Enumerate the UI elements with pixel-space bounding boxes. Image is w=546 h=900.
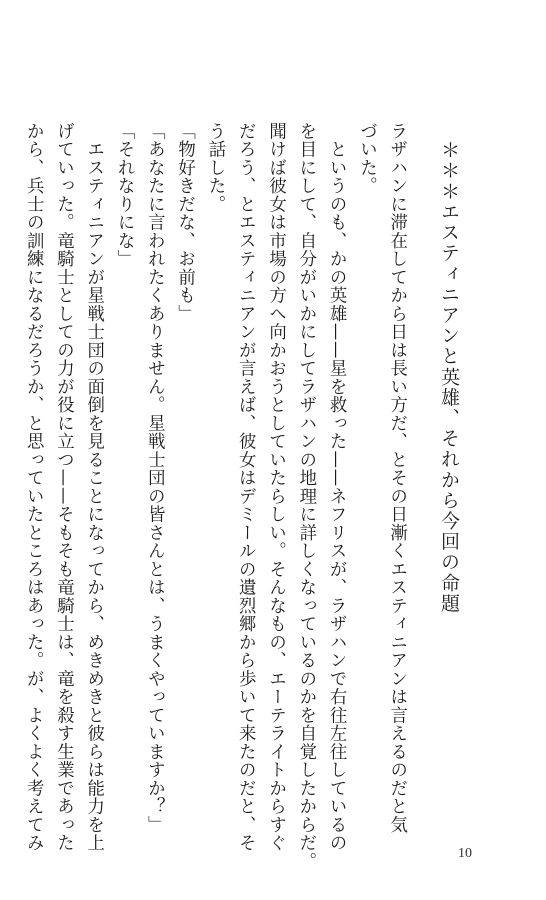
text-line: を目にして、自分がいかにしてラザハンの地理に詳しくなっているのかを自覚したからだ。 xyxy=(295,122,316,871)
text-line: ラザハンに滞在してから日は長い方だ、とその日漸くエスティニアンは言えるのだと気 xyxy=(386,122,407,834)
text-line: エスティニアンが星戦士団の面倒を見ることになってから、めきめきと彼らは能力を上 xyxy=(83,122,104,852)
text-line: 聞けば彼女は市場の方へ向かおうとしていたらしい。そんなもの、エーテライトからすぐ xyxy=(265,122,286,852)
dialogue-line: 「それなりにな」 xyxy=(114,122,135,268)
chapter-heading: ＊＊＊エスティニアンと英雄、それから今回の命題 xyxy=(438,140,460,614)
text-line: づいた。 xyxy=(356,122,377,195)
dialogue-line: 「あなたに言われたくありません。星戦士団の皆さんとは、うまくやっていますか？」 xyxy=(144,122,165,834)
vertical-text-block xyxy=(18,122,464,871)
page-number: 10 xyxy=(458,846,472,861)
text-line: げていった。竜騎士としての力が役に立つ——そもそも竜騎士は、竜を殺す生業であった xyxy=(53,122,74,852)
text-line: う話した。 xyxy=(204,122,225,214)
text-line: だろう、とエスティニアンが言えば、彼女はデミールの遺烈郷から歩いて来たのだと、そ xyxy=(235,122,256,852)
text-line: から、兵士の訓練になるだろうか、と思っていたところはあった。が、よくよく考えてみ xyxy=(23,122,44,852)
text-line: というのも、かの英雄——星を救った——ネフリスが、ラザハンで右往左往しているの xyxy=(326,122,347,852)
dialogue-line: 「物好きだな、お前も」 xyxy=(174,122,195,323)
